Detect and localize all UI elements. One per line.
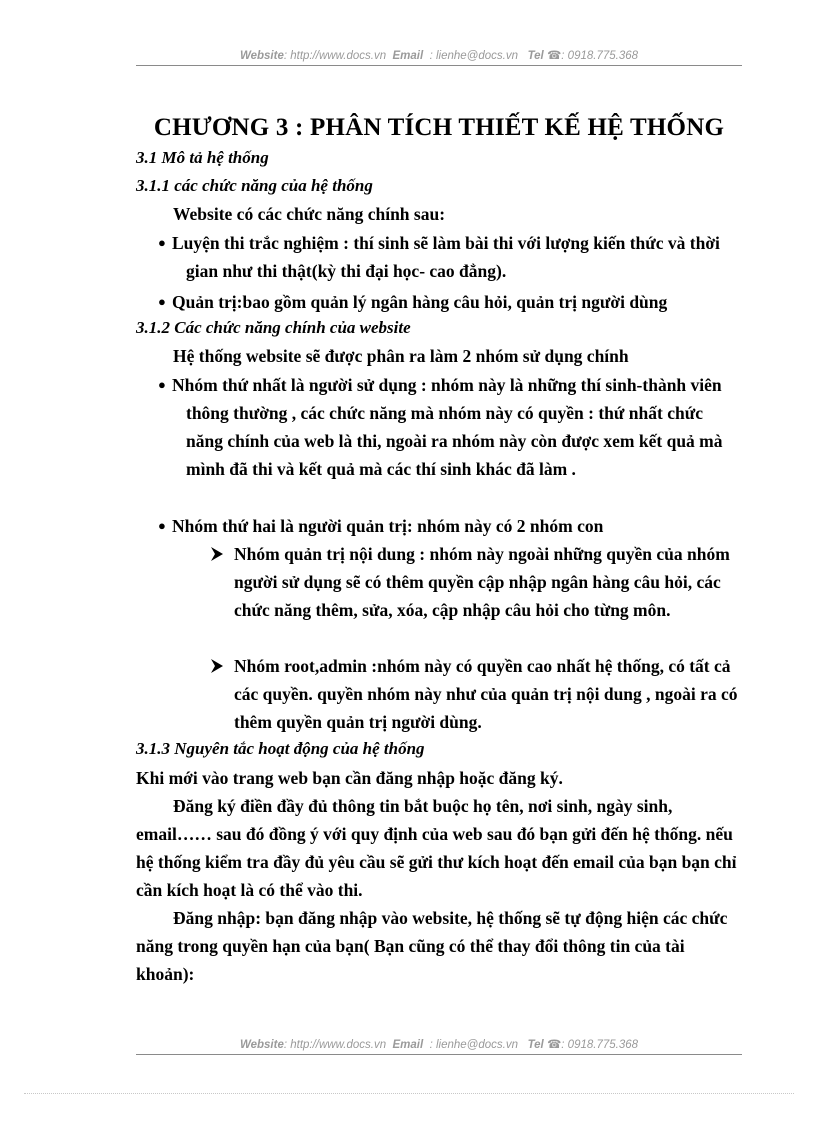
section-heading-3-1: 3.1 Mô tả hệ thống <box>136 148 269 167</box>
tel-value: : 0918.775.368 <box>561 50 639 62</box>
phone-icon: ☎ <box>546 50 562 62</box>
paragraph-login-register: Khi mới vào trang web bạn cần đăng nhập hoặc đăng ký. <box>136 768 563 788</box>
email-value: : lienhe@docs.vn <box>429 50 518 62</box>
section-heading-3-1-1: 3.1.1 các chức năng của hệ thống <box>136 176 373 195</box>
bullet-icon: ● <box>158 377 166 392</box>
email-label: Email <box>392 1039 424 1051</box>
section-heading-3-1-2: 3.1.2 Các chức năng chính của website <box>136 318 411 337</box>
bullet-icon: ● <box>158 294 166 309</box>
bullet-admin: Quản trị:bao gồm quản lý ngân hàng câu hỏi, quản trị người dùng <box>172 292 668 312</box>
page-bottom-divider <box>24 1093 794 1094</box>
chapter-title: CHƯƠNG 3 : PHÂN TÍCH THIẾT KẾ HỆ THỐNG <box>153 114 725 141</box>
paragraph-functions-intro: Website có các chức năng chính sau: <box>173 204 446 224</box>
paragraph-register: Đăng ký điền đầy đủ thông tin bắt buộc họ tên, nơi sinh, ngày sinh, email…… sau đó đồng ý với quy định của web sau đó bạn gửi đến hệ thống. nếu hệ thống kiểm tra đầy đủ yêu cầu sẽ gửi thư kích hoạt đến email của bạn bạn chỉ cần kích hoạt là có thể vào thi. <box>136 796 737 900</box>
website-url: : http://www.docs.vn <box>283 50 387 62</box>
email-label: Email <box>392 50 424 62</box>
bullet-user-group <box>172 371 744 483</box>
phone-icon: ☎ <box>546 1039 562 1051</box>
paragraph-groups-intro: Hệ thống website sẽ được phân ra làm 2 nhóm sử dụng chính <box>173 346 629 366</box>
website-url: : http://www.docs.vn <box>283 1039 387 1051</box>
sub-bullet-content-admin: Nhóm quản trị nội dung : nhóm này ngoài những quyền của nhóm người sử dụng sẽ có thêm quyền cập nhập ngân hàng câu hỏi, các chức năng thêm, sửa, xóa, cập nhập câu hỏi cho từng môn. <box>234 544 730 620</box>
bullet-icon: ● <box>158 518 166 533</box>
tel-label: Tel <box>527 50 544 62</box>
bullet-practice-exam <box>172 229 744 285</box>
section-heading-3-1-3: 3.1.3 Nguyên tắc hoạt động của hệ thống <box>136 739 425 758</box>
page-footer <box>136 1037 742 1055</box>
bullet-user-group-text: Nhóm thứ nhất là người sử dụng : nhóm này là những thí sinh-thành viên thông thường , các chức năng mà nhóm này có quyền : thứ nhất chức năng chính của web là thi, ngoài ra nhóm này còn được xem kết quả mà mình đã thi và kết quả mà các thí sinh khác đã làm . <box>172 375 723 479</box>
website-label: Website <box>239 50 284 62</box>
email-value: : lienhe@docs.vn <box>429 1039 518 1051</box>
website-label: Website <box>239 1039 284 1051</box>
bullet-admin-group: Nhóm thứ hai là người quản trị: nhóm này có 2 nhóm con <box>172 516 604 536</box>
page-header <box>136 48 742 66</box>
sub-bullet-root-admin: Nhóm root,admin :nhóm này có quyền cao nhất hệ thống, có tất cả các quyền. quyền nhóm này như của quản trị nội dung , ngoài ra có thêm quyền quản trị người dùng. <box>234 656 738 732</box>
arrow-bullet-icon <box>210 540 224 568</box>
arrow-bullet-icon <box>210 652 224 680</box>
paragraph-login: Đăng nhập: bạn đăng nhập vào website, hệ thống sẽ tự động hiện các chức năng trong quyền hạn của bạn( Bạn cũng có thể thay đổi thông tin của tài khoản): <box>136 908 728 984</box>
tel-label: Tel <box>527 1039 544 1051</box>
bullet-practice-exam-text: Luyện thi trắc nghiệm : thí sinh sẽ làm bài thi với lượng kiến thức và thời gian như thi thật(kỳ thi đại học- cao đẳng). <box>172 233 720 281</box>
bullet-icon: ● <box>158 235 166 250</box>
tel-value: : 0918.775.368 <box>561 1039 639 1051</box>
